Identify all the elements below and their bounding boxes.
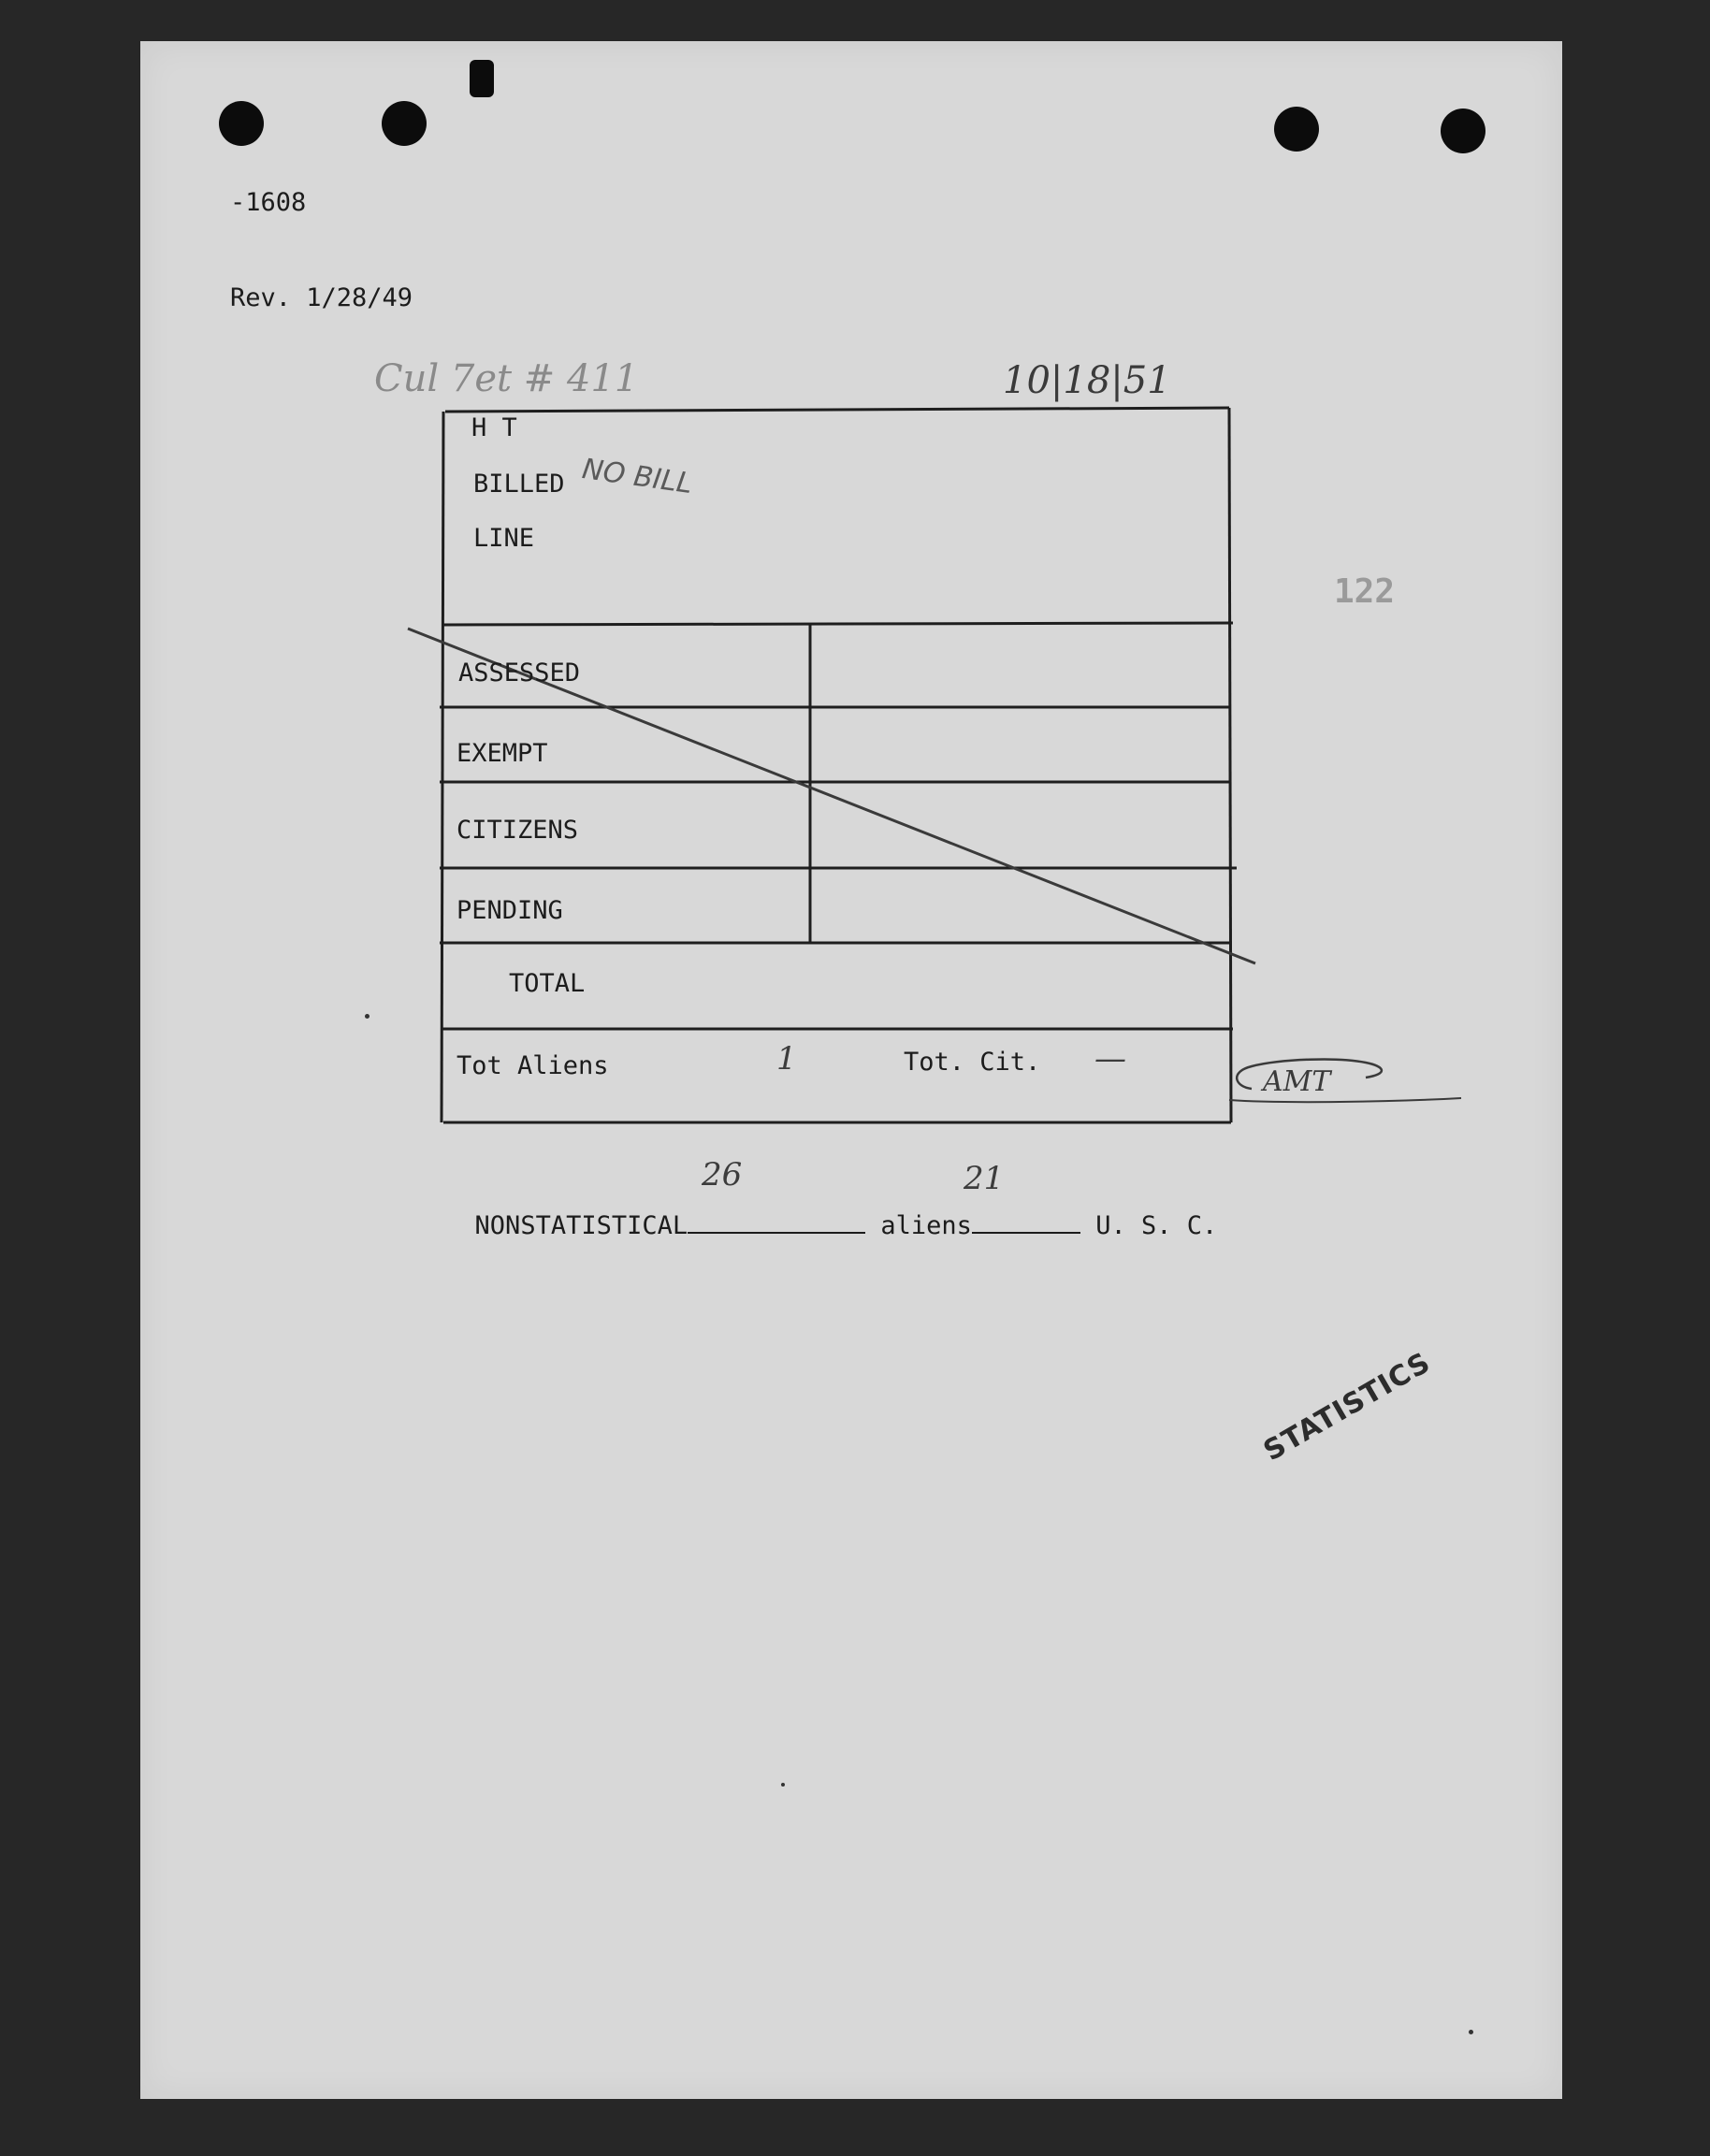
nonstatistical-blank <box>688 1204 865 1234</box>
tot-aliens-label: Tot Aliens <box>456 1051 609 1080</box>
label-ht: H T <box>471 413 517 442</box>
paper-sheet <box>140 41 1562 2099</box>
nonstatistical-label: NONSTATISTICAL <box>474 1211 688 1240</box>
nonstatistical-aliens-value: 26 <box>702 1156 743 1194</box>
speck <box>1469 2030 1473 2034</box>
row-citizens: CITIZENS <box>456 816 579 845</box>
no-bill-stamp: NO BILL <box>580 453 695 501</box>
label-billed: BILLED <box>473 470 565 499</box>
row-assessed: ASSESSED <box>458 658 581 687</box>
aliens-blank <box>972 1204 1080 1234</box>
row-exempt: EXEMPT <box>456 739 548 768</box>
handwritten-date: 10|18|51 <box>1003 359 1171 402</box>
handwritten-reference: Cul 7et # 411 <box>374 357 639 400</box>
tot-cit-value: — <box>1094 1040 1126 1078</box>
row-total: TOTAL <box>509 969 586 998</box>
usc-label: U. S. C. <box>1095 1211 1218 1240</box>
form-revision: Rev. 1/28/49 <box>230 283 413 312</box>
form-number: -1608 <box>230 188 307 217</box>
initials-text: AMT <box>1263 1065 1331 1098</box>
statistics-stamp: STATISTICS <box>1258 1346 1437 1469</box>
tot-aliens-value: 1 <box>776 1040 797 1078</box>
nonstatistical-usc-value: 21 <box>964 1160 1005 1197</box>
page-number: 122 <box>1334 572 1396 611</box>
speck <box>365 1014 370 1019</box>
row-pending: PENDING <box>456 896 563 925</box>
tot-cit-label: Tot. Cit. <box>904 1048 1041 1077</box>
handwritten-initials <box>1225 1051 1469 1117</box>
aliens-label: aliens <box>880 1211 972 1240</box>
nonstatistical-line <box>384 1175 1217 1269</box>
speck <box>781 1783 785 1787</box>
label-line: LINE <box>473 524 535 553</box>
